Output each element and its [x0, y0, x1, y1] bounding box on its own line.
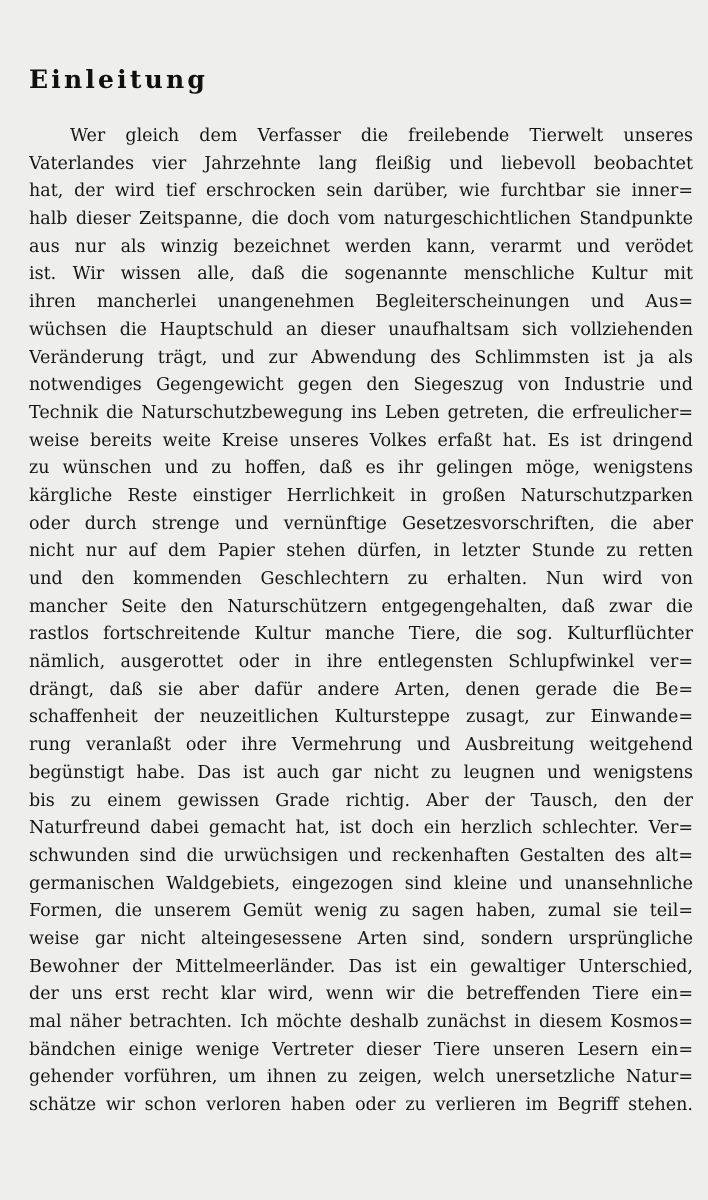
text-line-27: schwunden sind die urwüchsigen und reckenhaften Gestalten des alt= — [29, 845, 693, 866]
text-line-28: germanischen Waldgebiets, eingezogen sind kleine und unansehnliche — [29, 873, 693, 894]
text-line-15: oder durch strenge und vernünftige Gesetzesvorschriften, die aber — [29, 513, 693, 534]
text-line-34: bändchen einige wenige Vertreter dieser Tiere unseren Lesern ein= — [29, 1039, 693, 1060]
text-line-29: Formen, die unserem Gemüt wenig zu sagen haben, zumal sie teil= — [29, 901, 693, 922]
text-line-14: kärgliche Reste einstiger Herrlichkeit in großen Naturschutzparken — [29, 485, 693, 506]
text-line-30: weise gar nicht alteingesessene Arten sind, sondern ursprüngliche — [29, 928, 693, 949]
text-line-25: bis zu einem gewissen Grade richtig. Aber der Tausch, den der — [29, 790, 693, 811]
text-line-22: schaffenheit der neuzeitlichen Kultursteppe zusagt, zur Einwande= — [29, 707, 693, 728]
text-line-12: weise bereits weite Kreise unseres Volkes erfaßt hat. Es ist dringend — [29, 430, 693, 451]
text-line-35: gehender vorführen, um ihnen zu zeigen, welch unersetzliche Natur= — [29, 1067, 693, 1088]
text-line-4: halb dieser Zeitspanne, die doch vom naturgeschichtlichen Standpunkte — [29, 209, 693, 230]
text-line-19: rastlos fortschreitende Kultur manche Tiere, die sog. Kulturflüchter — [29, 624, 693, 645]
text-line-10: notwendiges Gegengewicht gegen den Siegeszug von Industrie und — [29, 375, 693, 396]
text-line-6: ist. Wir wissen alle, daß die sogenannte menschliche Kultur mit — [29, 264, 693, 285]
text-line-13: zu wünschen und zu hoffen, daß es ihr gelingen möge, wenigstens — [29, 458, 693, 479]
text-line-8: wüchsen die Hauptschuld an dieser unaufhaltsam sich vollziehenden — [29, 319, 693, 340]
text-line-33: mal näher betrachten. Ich möchte deshalb zunächst in diesem Kosmos= — [29, 1012, 693, 1032]
text-line-1: Wer gleich dem Verfasser die freilebende Tierwelt unseres — [70, 126, 693, 146]
text-line-32: der uns erst recht klar wird, wenn wir die betreffenden Tiere ein= — [29, 984, 693, 1005]
text-line-18: mancher Seite den Naturschützern entgegengehalten, daß zwar die — [29, 596, 693, 617]
chapter-body-text — [29, 123, 693, 1123]
text-line-31: Bewohner der Mittelmeerländer. Das ist ein gewaltiger Unterschied, — [29, 956, 693, 977]
text-line-20: nämlich, ausgerottet oder in ihre entlegensten Schlupfwinkel ver= — [29, 652, 693, 673]
text-line-9: Veränderung trägt, und zur Abwendung des Schlimmsten ist ja als — [29, 347, 693, 368]
text-line-11: Technik die Naturschutzbewegung ins Leben getreten, die erfreulicher= — [29, 402, 693, 423]
chapter-heading: Einleitung — [29, 65, 209, 94]
text-line-2: Vaterlandes vier Jahrzehnte lang fleißig und liebevoll beobachtet — [29, 153, 693, 174]
text-line-7: ihren mancherlei unangenehmen Begleiterscheinungen und Aus= — [29, 292, 693, 313]
text-line-36: schätze wir schon verloren haben oder zu verlieren im Begriff stehen. — [29, 1095, 693, 1116]
text-line-5: aus nur als winzig bezeichnet werden kann, verarmt und verödet — [29, 236, 693, 257]
text-line-21: drängt, daß sie aber dafür andere Arten, denen gerade die Be= — [29, 679, 693, 700]
text-line-26: Naturfreund dabei gemacht hat, ist doch ein herzlich schlechter. Ver= — [29, 818, 693, 839]
text-line-24: begünstigt habe. Das ist auch gar nicht zu leugnen und wenigstens — [29, 762, 693, 783]
text-line-23: rung veranlaßt oder ihre Vermehrung und Ausbreitung weitgehend — [29, 735, 693, 756]
text-line-16: nicht nur auf dem Papier stehen dürfen, in letzter Stunde zu retten — [29, 541, 693, 562]
text-line-3: hat, der wird tief erschrocken sein darüber, wie furchtbar sie inner= — [29, 181, 693, 202]
text-line-17: und den kommenden Geschlechtern zu erhalten. Nun wird von — [29, 569, 693, 589]
